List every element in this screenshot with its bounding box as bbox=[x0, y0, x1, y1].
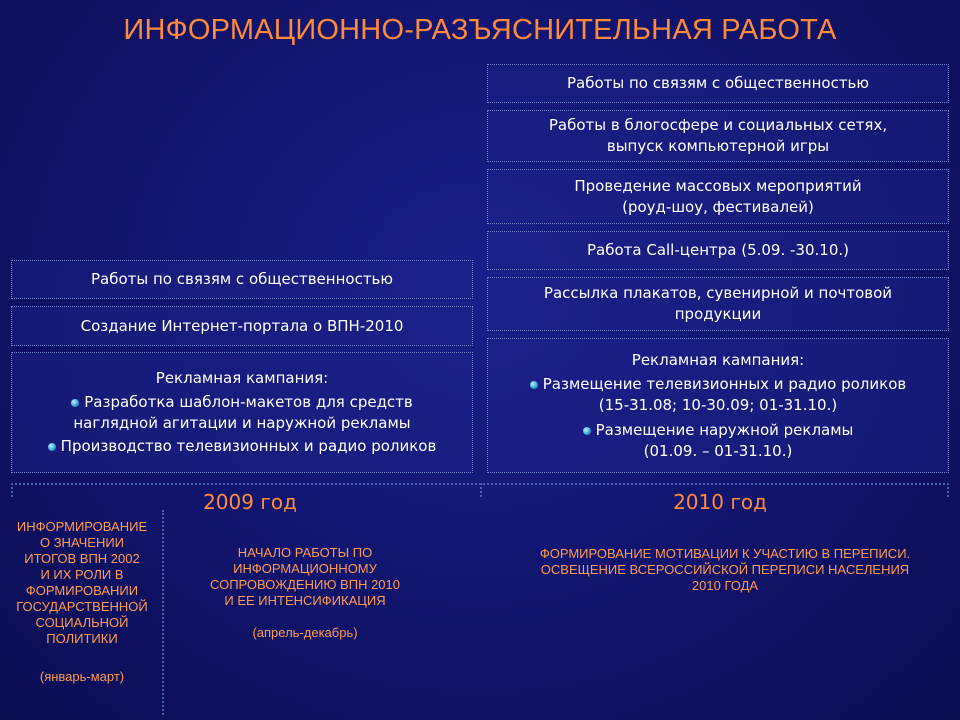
box-2010-blog-line: Работы в блогосфере и социальных сетях, bbox=[548, 116, 888, 134]
campaign-item-text: наглядной агитации и наружной рекламы bbox=[73, 414, 411, 432]
year-2009-label: 2009 год bbox=[203, 490, 297, 514]
campaign-item-text: Разработка шаблон-макетов для средств bbox=[84, 393, 413, 411]
box-2010-campaign bbox=[487, 338, 949, 473]
campaign-item-text: Производство телевизионных и радио роликов bbox=[60, 437, 437, 455]
box-2010-blog-line: выпуск компьютерной игры bbox=[606, 137, 830, 155]
box-2010-events-line: (роуд-шоу, фестивалей) bbox=[622, 197, 814, 216]
note-line: 2010 ГОДА bbox=[691, 578, 759, 593]
box-2010-pr-text: Работы по связям с общественностью bbox=[566, 74, 870, 92]
note-line: ИНФОРМИРОВАНИЕ bbox=[16, 519, 148, 534]
campaign-item-text: (01.09. – 01-31.10.) bbox=[643, 441, 793, 460]
box-2010-events-line: Проведение массовых мероприятий bbox=[574, 176, 862, 195]
note-line: ФОРМИРОВАНИЕ МОТИВАЦИИ К УЧАСТИЮ В ПЕРЕПИСИ. bbox=[539, 546, 911, 561]
note-line: ФОРМИРОВАНИИ bbox=[25, 583, 139, 598]
timeline-tick bbox=[11, 483, 13, 497]
campaign-item bbox=[48, 436, 437, 457]
box-2010-mailing-line: продукции bbox=[674, 305, 762, 323]
note-first-period bbox=[2, 519, 162, 685]
box-2010-pr bbox=[487, 64, 949, 103]
campaign-item-text: Размещение наружной рекламы bbox=[595, 420, 854, 439]
box-2010-callcenter bbox=[487, 231, 949, 270]
box-2010-blog bbox=[487, 110, 949, 162]
timeline-tick bbox=[947, 483, 949, 497]
note-line: О ЗНАЧЕНИИ bbox=[39, 535, 125, 550]
note-line: СОЦИАЛЬНОЙ bbox=[35, 615, 129, 630]
timeline-tick bbox=[480, 483, 482, 497]
bullet-icon bbox=[71, 399, 79, 407]
page-title: ИНФОРМАЦИОННО-РАЗЪЯСНИТЕЛЬНАЯ РАБОТА bbox=[123, 14, 837, 46]
period-divider bbox=[162, 510, 164, 715]
bullet-icon bbox=[583, 427, 591, 435]
note-line: ПОЛИТИКИ bbox=[46, 631, 118, 646]
campaign-item bbox=[583, 420, 854, 462]
year-2010-label: 2010 год bbox=[673, 490, 767, 514]
note-period: (январь-март) bbox=[39, 669, 125, 684]
box-2010-callcenter-text: Работа Call-центра (5.09. -30.10.) bbox=[586, 241, 849, 259]
note-line: НАЧАЛО РАБОТЫ ПО bbox=[237, 545, 373, 560]
box-2009-portal bbox=[11, 306, 473, 346]
campaign-heading: Рекламная кампания: bbox=[631, 350, 805, 369]
campaign-heading: Рекламная кампания: bbox=[155, 369, 329, 387]
campaign-item bbox=[530, 374, 906, 416]
campaign-item bbox=[71, 392, 413, 434]
box-2010-mailing bbox=[487, 277, 949, 331]
note-period: (апрель-декабрь) bbox=[252, 625, 358, 640]
note-line: И ЕЕ ИНТЕНСИФИКАЦИЯ bbox=[224, 593, 386, 608]
note-line: ГОСУДАРСТВЕННОЙ bbox=[16, 599, 148, 614]
box-2010-mailing-line: Рассылка плакатов, сувенирной и почтовой bbox=[543, 284, 893, 302]
box-2010-events bbox=[487, 169, 949, 224]
bullet-icon bbox=[48, 443, 56, 451]
bullet-icon bbox=[530, 381, 538, 389]
box-2009-pr-text: Работы по связям с общественностью bbox=[90, 270, 394, 288]
box-2009-campaign bbox=[11, 352, 473, 473]
note-line: ИТОГОВ ВПН 2002 bbox=[24, 551, 140, 566]
note-line: СОПРОВОЖДЕНИЮ ВПН 2010 bbox=[209, 577, 400, 592]
note-line: ИНФОРМАЦИОННОМУ bbox=[233, 561, 377, 576]
box-2009-portal-text: Создание Интернет-портала о ВПН-2010 bbox=[80, 316, 404, 335]
note-line: ОСВЕЩЕНИЕ ВСЕРОССИЙСКОЙ ПЕРЕПИСИ НАСЕЛЕНИЯ bbox=[540, 562, 910, 577]
campaign-item-text: Размещение телевизионных и радио роликов bbox=[542, 374, 907, 393]
box-2009-pr bbox=[11, 260, 473, 299]
note-line: И ИХ РОЛИ В bbox=[40, 567, 124, 582]
note-third-period bbox=[490, 546, 960, 594]
note-second-period bbox=[180, 545, 430, 641]
campaign-item-text: (15-31.08; 10-30.09; 01-31.10.) bbox=[598, 395, 838, 414]
